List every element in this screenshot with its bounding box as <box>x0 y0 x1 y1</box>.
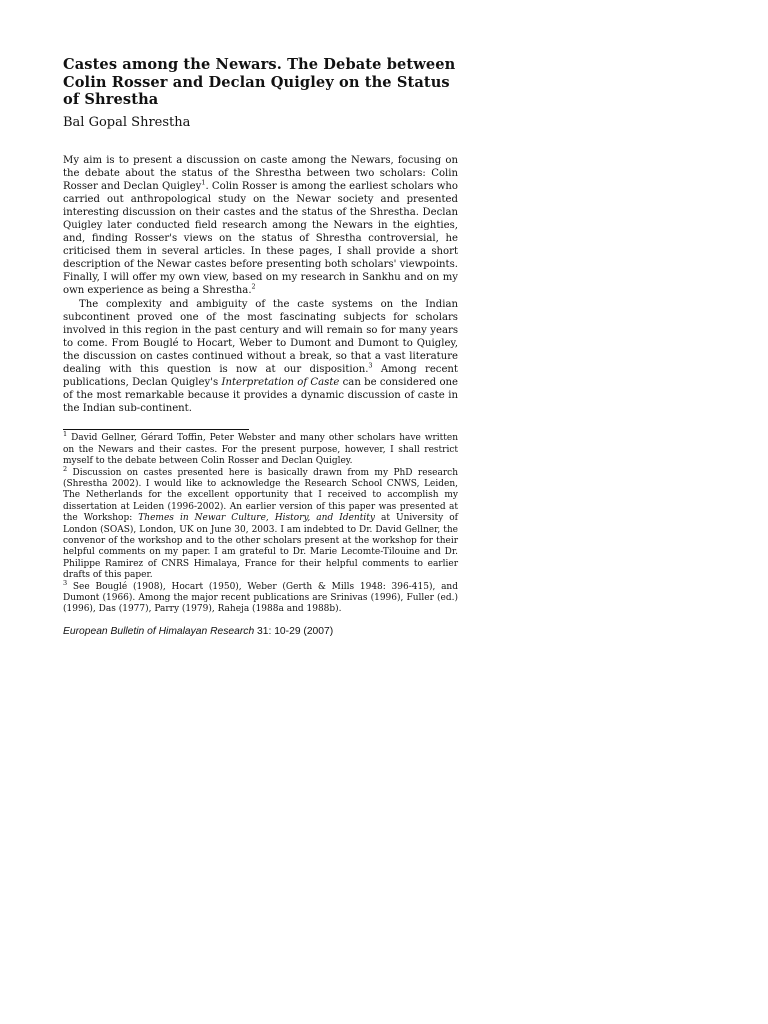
article-title: Castes among the Newars. The Debate between Colin Rosser and Declan Quigley on the Status of Shrestha <box>63 56 456 108</box>
footnote-ref-2: 2 <box>251 283 256 292</box>
article-page <box>63 56 458 638</box>
footnote-2-text-a: Discussion on castes presented here is basically drawn from my PhD research (Shrestha 2002). I would like to acknowledge the Research School CNWS, Leiden, The Netherlands for the excellent opportunity that I received to accomplish my dissertation at Leiden (1996-2002). An earlier version of this paper was presented at the Workshop: <box>63 467 458 524</box>
paragraph-1-text-a: My aim is to present a discussion on caste among the Newars, focusing on the debate about the status of the Shrestha between two scholars: Colin Rosser and Declan Quigley <box>63 154 458 192</box>
article-body <box>63 154 458 416</box>
journal-citation <box>63 625 458 638</box>
footnote-3 <box>63 578 458 616</box>
footnote-3-text: See Bouglé (1908), Hocart (1950), Weber (Gerth & Mills 1948: 396-415), and Dumont (1966). Among the major recent publications are Srinivas (1996), Fuller (ed.) (1996), Das (1977), Parry (1979), Raheja (1988a and 1988b). <box>63 581 458 615</box>
footnote-1-number: 1 <box>63 430 68 439</box>
article-author: Bal Gopal Shrestha <box>63 114 191 130</box>
footnote-2-number: 2 <box>63 464 68 473</box>
footnote-divider <box>63 429 249 430</box>
workshop-title-italic: Themes in Newar Culture, History, and Identity <box>138 513 375 524</box>
footnote-3-number: 3 <box>63 578 68 587</box>
paragraph-1-text-b: . Colin Rosser is among the earliest scholars who carried out anthropological study on the Newar society and presented interesting discussion on their castes and the status of the Shrestha. Declan Quigley later conducted field research among the Newars in the eighties, and, finding Rosser's views on the status of Shrestha controversial, he criticised them in several articles. In these pages, I shall provide a short description of the Newar castes before presenting both scholars' viewpoints. Finally, I will offer my own view, based on my research in Sankhu and on my own experience as being a Shrestha. <box>63 180 458 297</box>
journal-name: European Bulletin of Himalayan Research <box>63 625 255 637</box>
book-title-italic: Interpretation of Caste <box>221 377 340 389</box>
paragraph-2-text-a: The complexity and ambiguity of the caste systems on the Indian subcontinent proved one of the most fascinating subjects for scholars involved in this region in the past century and will remain so for many years to come. From Bouglé to Hocart, Weber to Dumont and Dumont to Quigley, the discussion on castes continued without a break, so that a vast literature dealing with this question is now at our disposition. <box>63 298 458 375</box>
paragraph-2-text-b: Among recent publications, Declan Quigley's <box>63 364 458 389</box>
footnote-2-text-b: at University of London (SOAS), London, UK on June 30, 2003. I am indebted to Dr. David Gellner, the convenor of the workshop and to the other scholars present at the workshop for their helpful comments on my paper. I am grateful to Dr. Marie Lecomte-Tilouine and Dr. Philippe Ramirez of CNRS Himalaya, France for their helpful comments to earlier drafts of this paper. <box>63 513 458 581</box>
paragraph-2-text-c: can be considered one of the most remarkable because it provides a dynamic discussion of caste in the Indian sub-continent. <box>63 377 459 415</box>
body-paragraph-2 <box>63 298 458 416</box>
footnote-1-text: David Gellner, Gérard Toffin, Peter Webster and many other scholars have written on the Newars and their castes. For the present purpose, however, I shall restrict myself to the debate between Colin Rosser and Declan Quigley. <box>63 433 458 467</box>
footnote-1 <box>63 430 458 467</box>
footnote-ref-1: 1 <box>201 178 206 187</box>
journal-volume-pages: 31: 10-29 (2007) <box>254 625 334 637</box>
footnotes <box>63 430 458 616</box>
footnote-2 <box>63 464 458 582</box>
footnote-ref-3: 3 <box>368 361 373 370</box>
body-paragraph-1 <box>63 154 458 298</box>
